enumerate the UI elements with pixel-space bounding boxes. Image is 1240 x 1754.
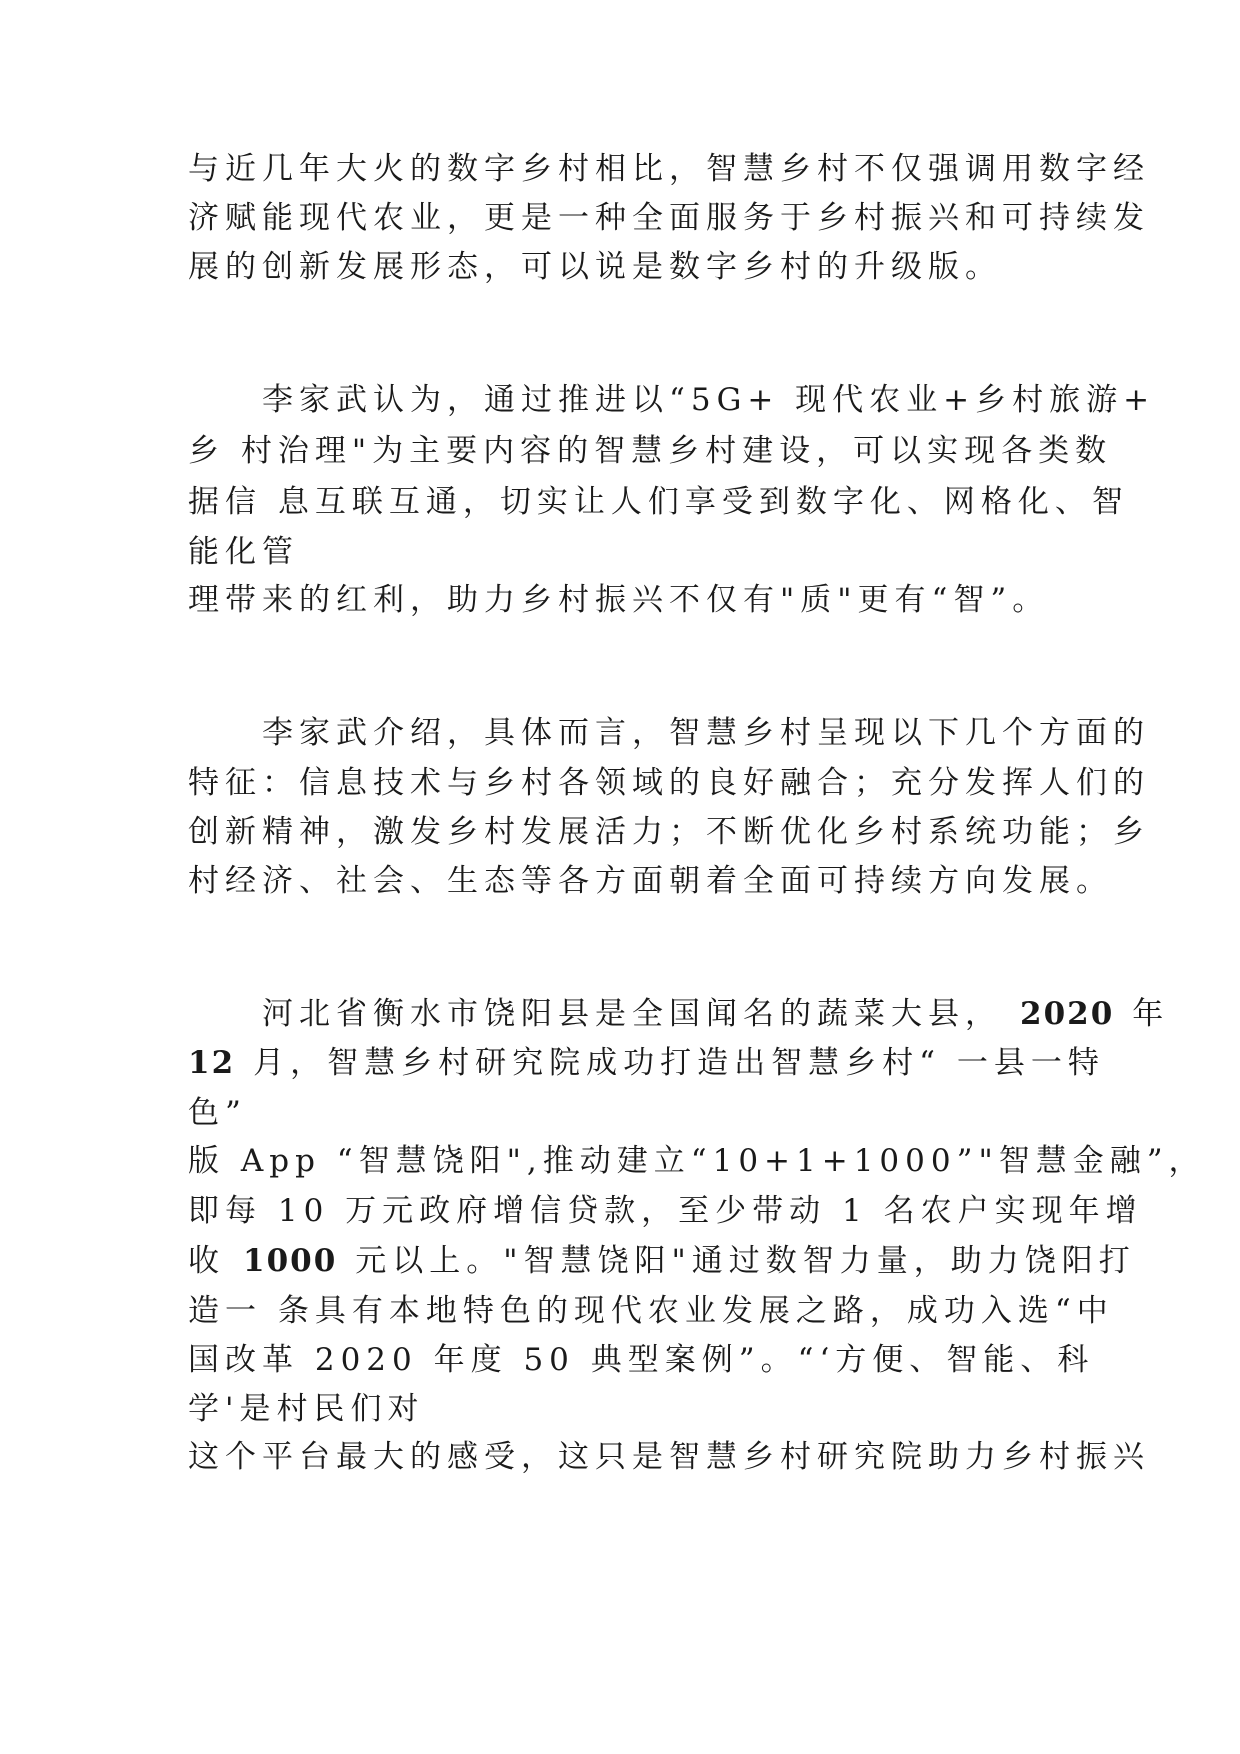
paragraph-4-line-3: 色” [188,1095,247,1131]
paragraph-3-line-2: 特征：信息技术与乡村各领域的良好融合；充分发挥人们的 [188,765,1150,801]
paragraph-4-line-4: 版 App “智慧饶阳",推动建立“10+1+1000”"智慧金融”， [188,1143,1206,1179]
paragraph-4-line-1 [262,994,1169,1034]
paragraph-1-line-2: 济赋能现代农业，更是一种全面服务于乡村振兴和可持续发 [188,200,1150,236]
paragraph-1-line-1: 与近几年大火的数字乡村相比，智慧乡村不仅强调用数字经 [188,151,1150,187]
paragraph-4-line-2 [188,1043,1105,1083]
paragraph-3-line-3: 创新精神，激发乡村发展活力；不断优化乡村系统功能；乡 [188,814,1150,850]
paragraph-4-line-2-text: 月，智慧乡村研究院成功打造出智慧乡村“ 一县一特 [253,1045,1105,1081]
paragraph-3-line-1: 李家武介绍，具体而言，智慧乡村呈现以下几个方面的 [262,715,1150,751]
paragraph-4-line-10: 这个平台最大的感受，这只是智慧乡村研究院助力乡村振兴 [188,1439,1150,1475]
year-2020-bold: 2020 [1020,996,1115,1032]
paragraph-2-line-1: 李家武认为，通过推进以“5G+ 现代农业+乡村旅游+ [262,382,1156,418]
paragraph-4-line-9: 学'是村民们对 [188,1391,425,1427]
paragraph-4-line-1-tail: 年 [1132,996,1170,1032]
paragraph-2-line-5: 理带来的红利，助力乡村振兴不仅有"质"更有“智”。 [188,582,1050,618]
paragraph-4-line-7: 造一 条具有本地特色的现代农业发展之路，成功入选“中 [188,1293,1114,1329]
paragraph-4-line-8: 国改革 2020 年度 50 典型案例”。“‘方便、智能、科 [188,1342,1095,1378]
paragraph-4-line-6 [188,1241,1136,1281]
paragraph-4-line-6-head: 收 [188,1243,225,1279]
paragraph-2-line-3: 据信 息互联互通，切实让人们享受到数字化、网格化、智 [188,484,1129,520]
paragraph-4-line-1-text: 河北省衡水市饶阳县是全国闻名的蔬菜大县， [262,996,1002,1032]
amount-1000-bold: 1000 [243,1243,338,1279]
paragraph-4-line-5: 即每 10 万元政府增信贷款，至少带动 1 名农户实现年增 [188,1193,1143,1229]
paragraph-3-line-4: 村经济、社会、生态等各方面朝着全面可持续方向发展。 [188,863,1113,899]
month-12-bold: 12 [188,1045,236,1081]
paragraph-2-line-4: 能化管 [188,534,299,570]
paragraph-2-line-2: 乡 村治理"为主要内容的智慧乡村建设，可以实现各类数 [188,433,1113,469]
paragraph-4-line-6-text: 元以上。"智慧饶阳"通过数智力量，助力饶阳打 [355,1243,1136,1279]
paragraph-1-line-3: 展的创新发展形态，可以说是数字乡村的升级版。 [188,249,1002,285]
